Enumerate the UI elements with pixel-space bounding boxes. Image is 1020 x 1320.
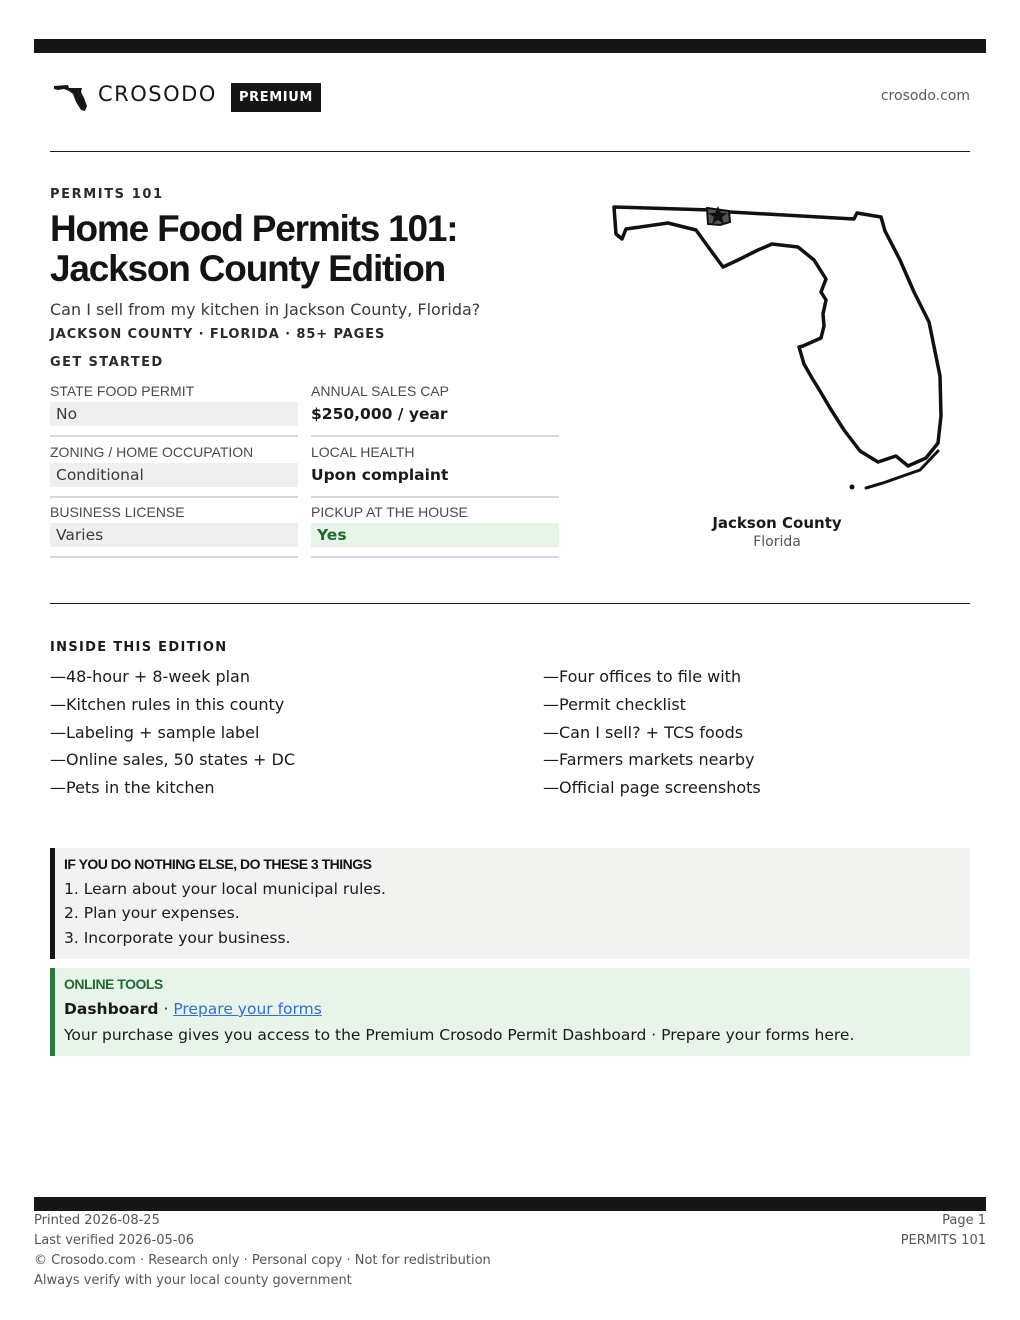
fact-label: PICKUP AT THE HOUSE bbox=[311, 504, 468, 520]
verified-date: Last verified 2026-05-06 bbox=[34, 1233, 194, 1248]
fact-value: No bbox=[50, 402, 298, 426]
separator: · bbox=[158, 1000, 174, 1018]
page-number: Page 1 bbox=[942, 1213, 986, 1228]
callout-online-tools bbox=[50, 968, 970, 1056]
fact-local-health bbox=[311, 444, 559, 498]
toc-item[interactable]: —Labeling + sample label bbox=[50, 723, 260, 742]
toc-item[interactable]: —Official page screenshots bbox=[543, 778, 761, 797]
callout-item: 2. Plan your expenses. bbox=[64, 904, 240, 922]
brand-name: CROSODO bbox=[98, 82, 217, 106]
fact-value: Conditional bbox=[50, 463, 298, 487]
toc-item[interactable]: —48-hour + 8-week plan bbox=[50, 667, 250, 686]
fact-annual-sales-cap bbox=[311, 383, 559, 437]
toc-item[interactable]: —Four offices to file with bbox=[543, 667, 742, 686]
get-started-heading: GET STARTED bbox=[50, 355, 164, 370]
callout-three-things bbox=[50, 848, 970, 959]
footer-section: PERMITS 101 bbox=[900, 1233, 986, 1248]
page-subtitle: Can I sell from my kitchen in Jackson County, Florida? bbox=[50, 300, 481, 319]
fact-pickup bbox=[311, 504, 559, 558]
keys-dot bbox=[850, 485, 855, 490]
verify-disclaimer: Always verify with your local county government bbox=[34, 1273, 352, 1288]
premium-badge: PREMIUM bbox=[231, 83, 321, 112]
eyebrow: PERMITS 101 bbox=[50, 187, 164, 202]
fact-value: Yes bbox=[311, 523, 559, 547]
fact-value: Upon complaint bbox=[311, 466, 449, 484]
dashboard-line bbox=[64, 1000, 322, 1018]
map-state-label: Florida bbox=[753, 534, 801, 550]
edition-meta: JACKSON COUNTY · FLORIDA · 85+ PAGES bbox=[50, 327, 386, 342]
toc-item[interactable]: —Farmers markets nearby bbox=[543, 750, 755, 769]
dashboard-label: Dashboard bbox=[64, 1000, 159, 1018]
fact-business-license bbox=[50, 504, 298, 558]
page-title: Home Food Permits 101: Jackson County Edition bbox=[50, 208, 458, 289]
fact-state-food-permit bbox=[50, 383, 298, 437]
callout-item: 3. Incorporate your business. bbox=[64, 929, 291, 947]
dashboard-description: Your purchase gives you access to the Premium Crosodo Permit Dashboard · Prepare your forms here. bbox=[64, 1026, 855, 1044]
callout-heading: ONLINE TOOLS bbox=[64, 976, 163, 992]
fact-value: Varies bbox=[50, 523, 298, 547]
top-bar bbox=[34, 39, 986, 53]
site-url[interactable]: crosodo.com bbox=[880, 88, 970, 104]
fact-label: STATE FOOD PERMIT bbox=[50, 383, 195, 399]
header bbox=[50, 78, 970, 118]
fact-label: BUSINESS LICENSE bbox=[50, 504, 185, 520]
map-caption bbox=[677, 514, 877, 550]
fact-label: LOCAL HEALTH bbox=[311, 444, 415, 460]
florida-map bbox=[608, 198, 948, 498]
toc-item[interactable]: —Permit checklist bbox=[543, 695, 686, 714]
prepare-forms-link[interactable]: Prepare your forms bbox=[173, 1000, 322, 1018]
toc-item[interactable]: —Kitchen rules in this county bbox=[50, 695, 285, 714]
inside-this-edition-heading: INSIDE THIS EDITION bbox=[50, 640, 228, 655]
copyright-notice: © Crosodo.com · Research only · Personal copy · Not for redistribution bbox=[34, 1253, 491, 1268]
toc-item[interactable]: —Can I sell? + TCS foods bbox=[543, 723, 744, 742]
florida-outline bbox=[614, 207, 941, 466]
divider bbox=[50, 151, 970, 152]
toc-item[interactable]: —Online sales, 50 states + DC bbox=[50, 750, 296, 769]
fact-value: $250,000 / year bbox=[311, 405, 448, 423]
toc-item[interactable]: —Pets in the kitchen bbox=[50, 778, 215, 797]
printed-date: Printed 2026-08-25 bbox=[34, 1213, 160, 1228]
fact-label: ZONING / HOME OCCUPATION bbox=[50, 444, 254, 460]
fact-zoning bbox=[50, 444, 298, 498]
divider bbox=[50, 603, 970, 604]
florida-logo-icon bbox=[52, 80, 88, 112]
callout-item: 1. Learn about your local municipal rules. bbox=[64, 880, 386, 898]
map-county-label: Jackson County bbox=[712, 514, 842, 532]
fact-label: ANNUAL SALES CAP bbox=[311, 383, 449, 399]
bottom-bar bbox=[34, 1197, 986, 1211]
callout-heading: IF YOU DO NOTHING ELSE, DO THESE 3 THINGS bbox=[64, 856, 372, 872]
